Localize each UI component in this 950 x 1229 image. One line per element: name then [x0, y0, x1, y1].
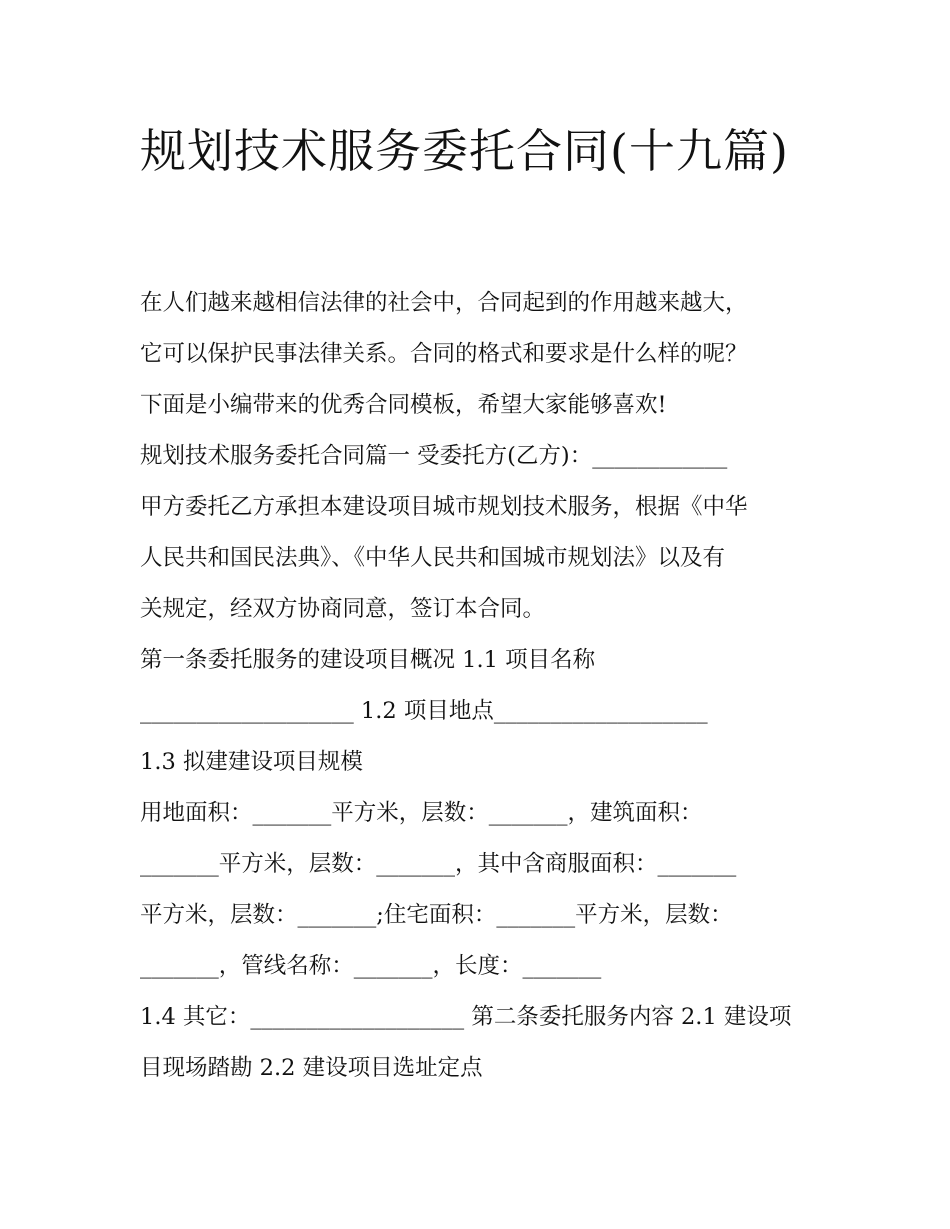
body-line: 人民共和国民法典》、《中华人民共和国城市规划法》以及有: [140, 545, 726, 571]
body-line: 关规定，经双方协商同意，签订本合同。: [140, 596, 546, 622]
body-line: ___________________ 1.2 项目地点___________________: [140, 698, 708, 724]
body-line: 1.4 其它：___________________ 第二条委托服务内容 2.1 建设项: [140, 1004, 792, 1030]
document-title: 规划技术服务委托合同(十九篇): [140, 124, 789, 178]
body-line: 平方米，层数：_______;住宅面积：_______平方米，层数：: [140, 902, 733, 928]
body-line: 规划技术服务委托合同篇一 受委托方(乙方)：____________: [140, 443, 728, 469]
body-line: _______平方米，层数：_______，其中含商服面积：_______: [140, 851, 737, 877]
body-line: 1.3 拟建建设项目规模: [140, 749, 363, 775]
document-body: [140, 278, 820, 1094]
body-line: 目现场踏勘 2.2 建设项目选址定点: [140, 1055, 483, 1081]
body-line: _______，管线名称：_______，长度：_______: [140, 953, 602, 979]
body-line: 在人们越来越相信法律的社会中，合同起到的作用越来越大，: [140, 290, 748, 316]
body-line: 下面是小编带来的优秀合同模板，希望大家能够喜欢!: [140, 392, 667, 418]
body-line: 甲方委托乙方承担本建设项目城市规划技术服务，根据《中华: [140, 494, 748, 520]
body-line: 第一条委托服务的建设项目概况 1.1 项目名称: [140, 647, 596, 673]
body-line: 它可以保护民事法律关系。合同的格式和要求是什么样的呢？: [140, 341, 748, 367]
body-line: 用地面积：_______平方米，层数：_______，建筑面积：: [140, 800, 703, 826]
